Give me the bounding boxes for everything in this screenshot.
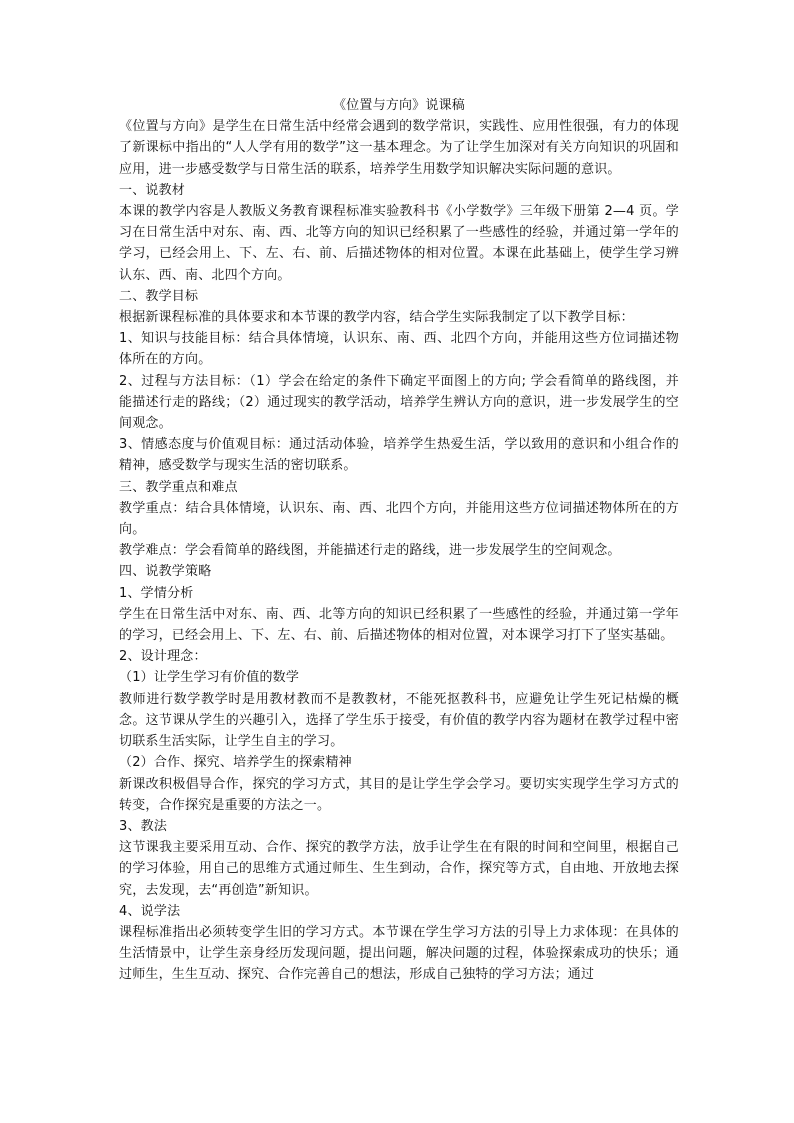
student-analysis-paragraph: 学生在日常生活中对东、南、西、北等方向的知识已经积累了一些感性的经验，并通过第一学年的学习，已经会用上、下、左、右、前、后描述物体的相对位置，对本课学习打下了坚实基础。 [119, 606, 679, 644]
subheading-learning-method: 4、说学法 [119, 903, 181, 919]
section-heading-textbook: 一、说教材 [119, 182, 186, 198]
document-title: 《位置与方向》说课稿 [332, 98, 465, 113]
subheading-cooperation: （2）合作、探究、培养学生的探索精神 [119, 755, 352, 771]
difficult-point-paragraph: 教学难点：学会看简单的路线图，并能描述行走的路线，进一步发展学生的空间观念。 [119, 543, 621, 559]
section-heading-key-points: 三、教学重点和难点 [119, 479, 238, 495]
subheading-student-analysis: 1、学情分析 [119, 585, 194, 601]
goal-emotion-paragraph: 3、情感态度与价值观目标：通过活动体验，培养学生热爱生活，学以致用的意识和小组合作的精神，感受数学与现实生活的密切联系。 [119, 437, 679, 474]
subheading-design-concept: 2、设计理念： [119, 649, 207, 665]
learning-method-paragraph: 课程标准指出必须转变学生旧的学习方式。本节课在学生学习方法的引导上力求体现：在具体的生活情景中，让学生亲身经历发现问题，提出问题，解决问题的过程，体验探索成功的快乐；通过师生，生生互动、探究、合作完善自己的想法，形成自己独特的学习方法；通过 [119, 924, 679, 983]
subheading-teaching-method: 3、教法 [119, 818, 168, 834]
cooperation-paragraph: 新课改积极倡导合作，探究的学习方式，其目的是让学生学会学习。要切实实现学生学习方式的转变，合作探究是重要的方法之一。 [119, 776, 679, 813]
goal-process-paragraph: 2、过程与方法目标：（1）学会在给定的条件下确定平面图上的方向; 学会看简单的路线图，并能描述行走的路线；（2）通过现实的教学活动，培养学生辨认方向的意识，进一步发展学生的空间观念。 [119, 373, 679, 432]
textbook-paragraph: 本课的教学内容是人教版义务教育课程标准实验教科书《小学数学》三年级下册第 2—4 页。学习在日常生活中对东、南、西、北等方向的知识已经积累了一些感性的经验，并通过第一学年的学习，已经会用上、下、左、右、前、后描述物体的相对位置。本课在此基础上，使学生学习辨认东、西、南、北四个方向。 [119, 204, 679, 283]
section-heading-goals: 二、教学目标 [119, 288, 199, 304]
section-heading-strategy: 四、说教学策略 [119, 564, 212, 580]
goals-intro-paragraph: 根据新课程标准的具体要求和本节课的教学内容，结合学生实际我制定了以下教学目标： [119, 310, 634, 326]
valuable-math-paragraph: 教师进行数学教学时是用教材教而不是教教材，不能死抠教科书，应避免让学生死记枯燥的概念。这节课从学生的兴趣引入，选择了学生乐于接受，有价值的教学内容为题材在教学过程中密切联系生活实际，让学生自主的学习。 [119, 691, 679, 750]
teaching-method-paragraph: 这节课我主要采用互动、合作、探究的教学方法，放手让学生在有限的时间和空间里，根据自己的学习体验，用自己的思维方式通过师生、生生到动，合作，探究等方式，自由地、开放地去探究，去发现，去“再创造”新知识。 [119, 840, 679, 898]
key-point-paragraph: 教学重点：结合具体情境，认识东、南、西、北四个方向，并能用这些方位词描述物体所在的方向。 [119, 500, 679, 538]
document-body [119, 95, 679, 986]
goal-knowledge-paragraph: 1、知识与技能目标：结合具体情境，认识东、南、西、北四个方向，并能用这些方位词描述物体所在的方向。 [119, 331, 679, 368]
intro-paragraph: 《位置与方向》是学生在日常生活中经常会遇到的数学常识，实践性、应用性很强，有力的体现了新课标中指出的“人人学有用的数学”这一基本理念。为了让学生加深对有关方向知识的巩固和应用，进一步感受数学与日常生活的联系，培养学生用数学知识解决实际问题的意识。 [119, 119, 679, 177]
subheading-valuable-math: （1）让学生学习有价值的数学 [119, 670, 300, 686]
